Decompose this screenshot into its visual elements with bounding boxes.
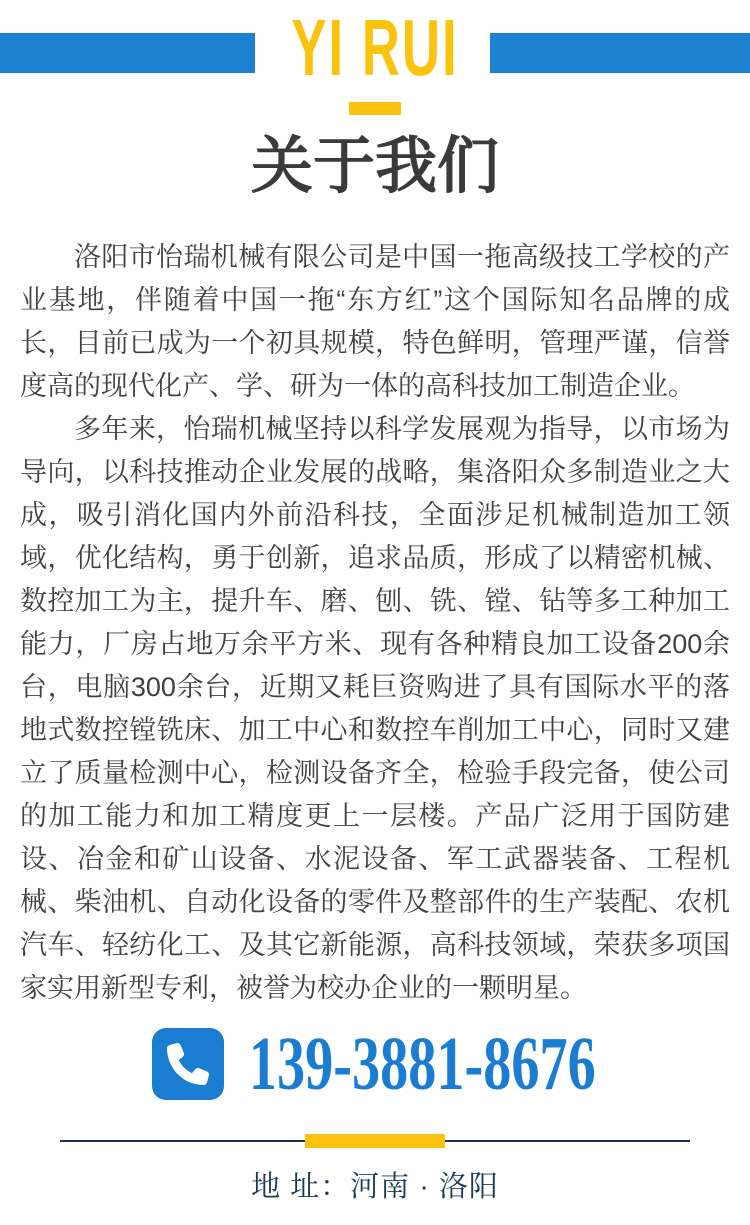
address-text: 地 址：河南 · 洛阳 <box>251 1171 499 1204</box>
brand-header <box>0 0 750 202</box>
about-paragraph-1: 洛阳市怡瑞机械有限公司是中国一拖高级技工学校的产业基地，伴随着中国一拖“东方红”这个国际知名品牌的成长，目前已成为一个初具规模，特色鲜明，管理严谨，信誉度高的现代化产、学、研为一体的高科技加工制造企业。 <box>20 242 730 402</box>
phone-icon[interactable] <box>152 1028 224 1100</box>
phone-number[interactable]: 139-3881-8676 <box>248 1022 596 1107</box>
about-content <box>20 236 730 1010</box>
footer <box>0 1170 750 1204</box>
brand-logo-text: YI RUI <box>291 3 459 92</box>
about-paragraph-2: 多年来，怡瑞机械坚持以科学发展观为指导，以市场为导向，以科技推动企业发展的战略，集洛阳众多制造业之大成，吸引消化国内外前沿科技，全面涉足机械制造加工领域，优化结构，勇于创新，追求品质，形成了以精密机械、数控加工为主，提升车、磨、刨、铣、镗、钻等多工种加工能力，厂房占地万余平方米、现有各种精良加工设备200余台，电脑300余台，近期又耗巨资购进了具有国际水平的落地式数控镗铣床、加工中心和数控车削加工中心，同时又建立了质量检测中心，检测设备齐全，检验手段完备，使公司的加工能力和加工精度更上一层楼。产品广泛用于国防建设、冶金和矿山设备、水泥设备、军工武器装备、工程机械、柴油机、自动化设备的零件及整部件的生产装配、农机汽车、轻纺化工、及其它新能源，高科技领域，荣获多项国家实用新型专利，被誉为校办企业的一颗明星。 <box>20 414 730 1004</box>
divider-accent-block <box>305 1134 445 1148</box>
brand-row <box>0 0 750 96</box>
brand-underline <box>349 102 401 115</box>
footer-divider <box>60 1134 690 1148</box>
phone-contact-row <box>0 1022 750 1107</box>
page-title: 关于我们 <box>250 132 499 201</box>
